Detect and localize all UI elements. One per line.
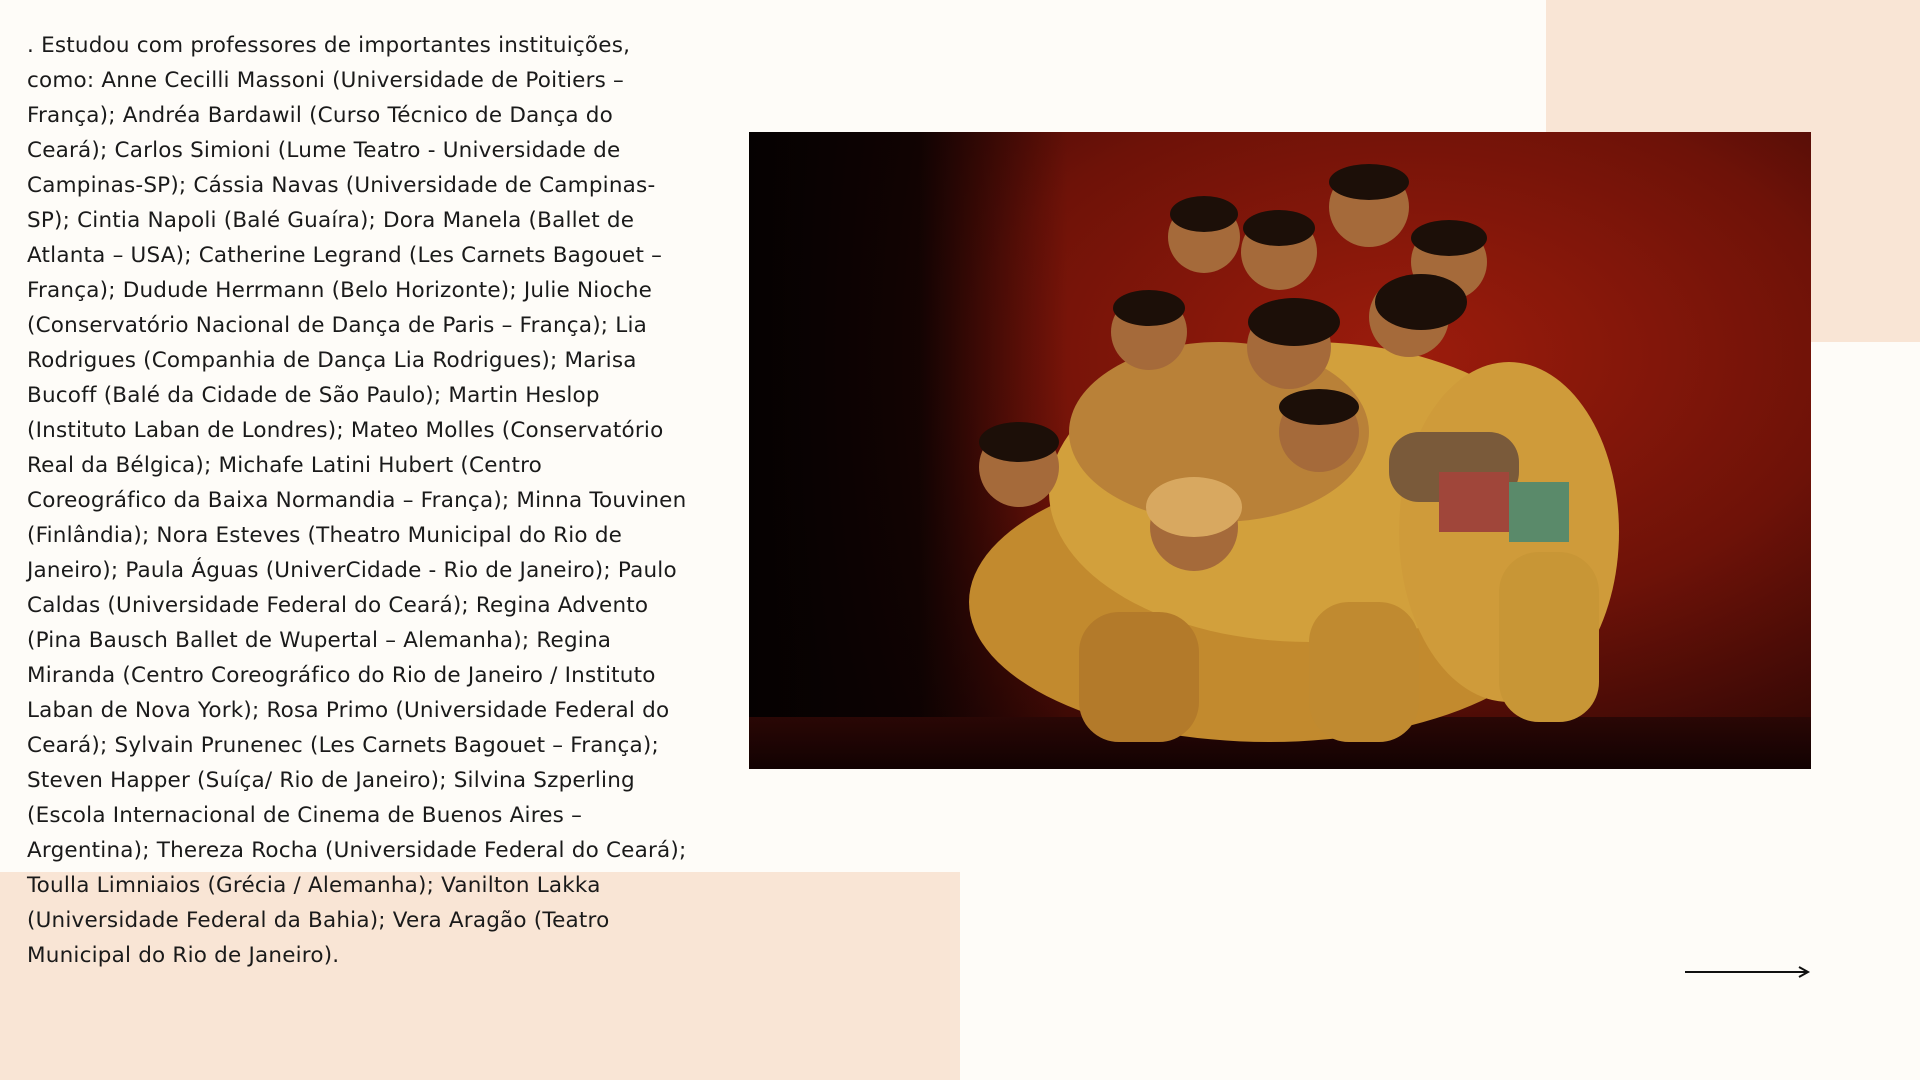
dance-group-illustration <box>749 132 1811 769</box>
next-slide-arrow[interactable] <box>1685 962 1813 982</box>
body-text: . Estudou com professores de importantes instituições, como: Anne Cecilli Massoni (Universidade de Poitiers – França); Andréa Bardawil (Curso Técnico de Dança do Ceará); Carlos Simioni (Lume Teatro - Universidade de Campinas-SP); Cássia Navas (Universidade de Campinas-SP); Cintia Napoli (Balé Guaíra); Dora Manela (Ballet de Atlanta – USA); Catherine Legrand (Les Carnets Bagouet – França); Dudude Herrmann (Belo Horizonte); Julie Nioche (Conservatório Nacional de Dança de Paris – França); Lia Rodrigues (Companhia de Dança Lia Rodrigues); Marisa Bucoff (Balé da Cidade de São Paulo); Martin Heslop (Instituto Laban de Londres); Mateo Molles (Conservatório Real da Bélgica); Michafe Latini Hubert (Centro Coreográfico da Baixa Normandia – França); Minna Touvinen (Finlândia); Nora Esteves (Theatro Municipal do Rio de Janeiro); Paula Águas (UniverCidade - Rio de Janeiro); Paulo Caldas (Universidade Federal do Ceará); Regina Advento (Pina Bausch Ballet de Wupertal – Alemanha); Regina Miranda (Centro Coreográfico do Rio de Janeiro / Instituto Laban de Nova York); Rosa Primo (Universidade Federal do Ceará); Sylvain Prunenec (Les Carnets Bagouet – França); Steven Happer (Suíça/ Rio de Janeiro); Silvina Szperling (Escola Internacional de Cinema de Buenos Aires – Argentina); Thereza Rocha (Universidade Federal do Ceará); Toulla Limniaios (Grécia / Alemanha); Vanilton Lakka (Universidade Federal da Bahia); Vera Aragão (Teatro Municipal do Rio de Janeiro). <box>27 33 687 968</box>
arrow-right-icon <box>1685 962 1813 982</box>
dance-group-photo <box>749 132 1811 769</box>
